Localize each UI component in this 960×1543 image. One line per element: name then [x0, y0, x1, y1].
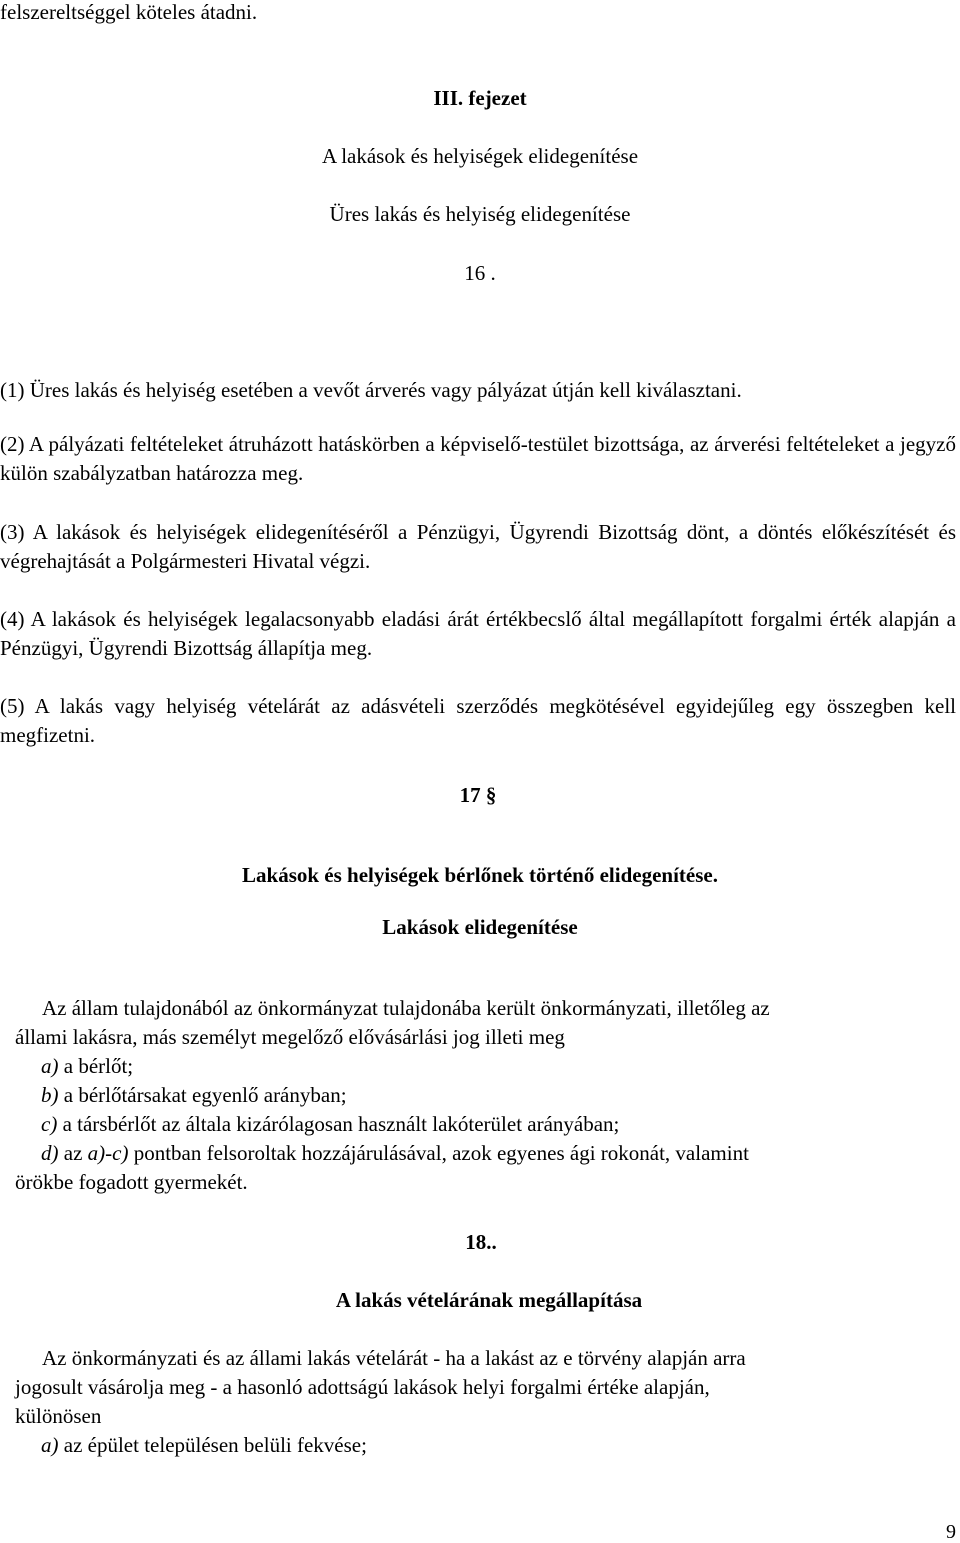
section-16-paragraph-3: (3) A lakások és helyiségek elidegenítéséről a Pénzügyi, Ügyrendi Bizottság dönt, a döntés előkészítését és végrehajtását a Polgármesteri Hivatal végzi.: [0, 520, 956, 573]
page-number: 9: [946, 1521, 956, 1543]
chapter-title: A lakások és helyiségek elidegenítése: [321, 144, 639, 168]
section-16-paragraph-4: (4) A lakások és helyiségek legalacsonyabb eladási árát értékbecslő által megállapított forgalmi érték alapján a Pénzügyi, Ügyrendi Bizottság állapítja meg.: [0, 607, 956, 660]
section-18-line-2: jogosult vásárolja meg - a hasonló adottságú lakások helyi forgalmi értéke alapján,: [15, 1375, 710, 1399]
item-text: a bérlőtársakat egyenlő arányban;: [58, 1083, 347, 1107]
section-16-paragraph-5: (5) A lakás vagy helyiség vételárát az adásvételi szerződés megkötésével egyidejűleg egy összegben kell megfizetni.: [0, 694, 956, 747]
chapter-number: III. fejezet: [433, 86, 527, 110]
section-16-paragraph-2: (2) A pályázati feltételeket átruházott hatáskörben a képviselő-testület bizottsága, az árverési feltételeket a jegyző külön szabályzatban határozza meg.: [0, 432, 956, 485]
section-17-item-d: [41, 1139, 749, 1167]
item-label: d): [41, 1141, 59, 1165]
section-18-line-3: különösen: [15, 1404, 102, 1428]
section-18-number: 18..: [465, 1230, 497, 1254]
item-text: az: [58, 1141, 88, 1165]
item-label: b): [41, 1083, 59, 1107]
top-fragment: felszereltséggel köteles átadni.: [0, 0, 258, 24]
section-18-item-a: [41, 1431, 367, 1459]
section-17-item-c: [41, 1110, 619, 1138]
item-label: c): [41, 1112, 58, 1136]
section-17-item-a: [41, 1052, 133, 1080]
item-text: a bérlőt;: [58, 1054, 134, 1078]
section-17-closing: örökbe fogadott gyermekét.: [15, 1170, 248, 1194]
item-text-continued: pontban felsoroltak hozzájárulásával, azok egyenes ági rokonát, valamint: [128, 1141, 749, 1165]
section-18-line-1: Az önkormányzati és az állami lakás vételárát - ha a lakást az e törvény alapján arra: [42, 1346, 746, 1370]
item-text: a társbérlőt az általa kizárólagosan használt lakóterület arányában;: [57, 1112, 620, 1136]
section-17-number: 17 §: [459, 783, 497, 807]
section-16-paragraph-1: (1) Üres lakás és helyiség esetében a vevőt árverés vagy pályázat útján kell kiválasztani.: [0, 378, 742, 402]
item-text: az épület településen belüli fekvése;: [58, 1433, 367, 1457]
section-17-item-b: [41, 1081, 347, 1109]
section-17-subtitle: Lakások elidegenítése: [382, 915, 578, 939]
item-label: a): [41, 1054, 59, 1078]
item-label: a): [41, 1433, 59, 1457]
section-17-title: Lakások és helyiségek bérlőnek történő elidegenítése.: [242, 863, 718, 887]
item-reference: a)-c): [87, 1141, 129, 1165]
section-18-title: A lakás vételárának megállapítása: [335, 1288, 643, 1312]
section-17-intro-line-2: állami lakásra, más személyt megelőző elővásárlási jog illeti meg: [15, 1025, 565, 1049]
chapter-subtitle: Üres lakás és helyiség elidegenítése: [329, 202, 631, 226]
section-17-intro-line-1: Az állam tulajdonából az önkormányzat tulajdonába került önkormányzati, illetőleg az: [42, 996, 770, 1020]
section-16-number: 16 .: [464, 261, 496, 285]
